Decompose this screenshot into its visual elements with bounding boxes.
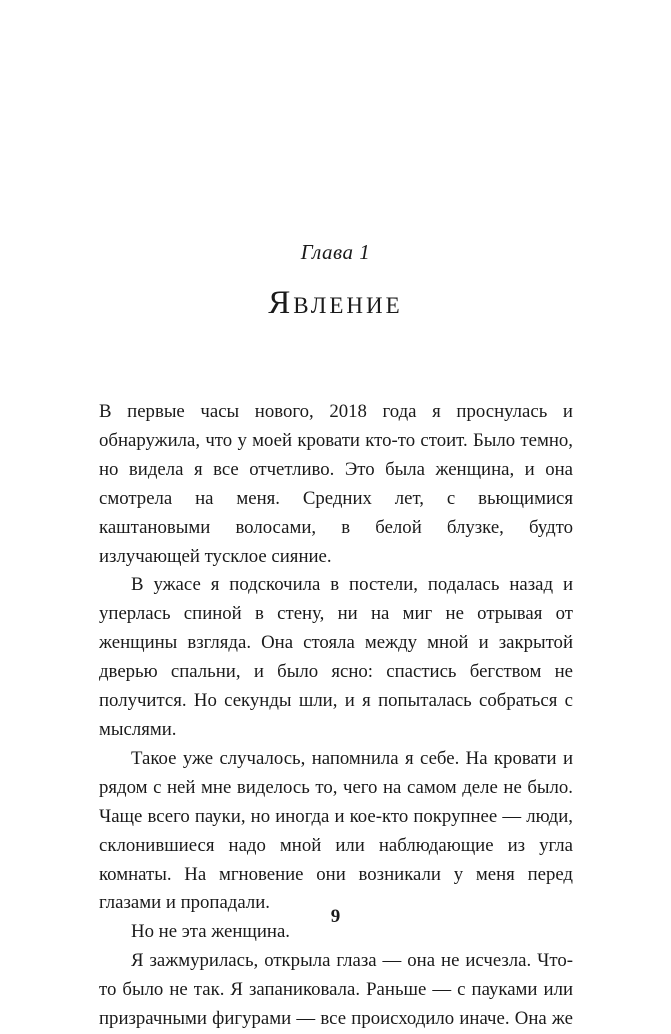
paragraph: В первые часы нового, 2018 года я проснулась и обнаружила, что у моей кровати кто-то стоит. Было темно, но видела я все отчетливо. Это была женщина, и она смотрела на меня. Средних лет, с вьющимися каштановыми волосами, в белой блузке, будто излучающей тусклое сияние. [99,401,573,567]
paragraph: Но не эта женщина. [131,921,290,943]
page-number: 9 [330,906,341,927]
chapter-title: Явление [268,285,403,321]
chapter-label: Глава 1 [300,240,371,264]
paragraph: В ужасе я подскочила в постели, подалась назад и уперлась спиной в стену, ни на миг не отрывая от женщины взгляда. Она стояла между мной и закрытой дверью спальни, и было ясно: спастись бегством не получится. Но секунды шли, и я попыталась собраться с мыслями. [99,574,573,740]
body-text [99,398,573,1034]
paragraph: Такое уже случалось, напомнила я себе. На кровати и рядом с ней мне виделось то, чего на самом деле не было. Чаще всего пауки, но иногда и кое-кто покрупнее — люди, склонившиеся надо мной или наблюдающие из угла комнаты. На мгновение они возникали у меня перед глазами и пропадали. [99,747,573,914]
paragraph: Я зажмурилась, открыла глаза — она не исчезла. Что-то было не так. Я запаниковала. Раньше — с пауками или призрачными фигурами — все происходило иначе. Она же [99,950,573,1030]
